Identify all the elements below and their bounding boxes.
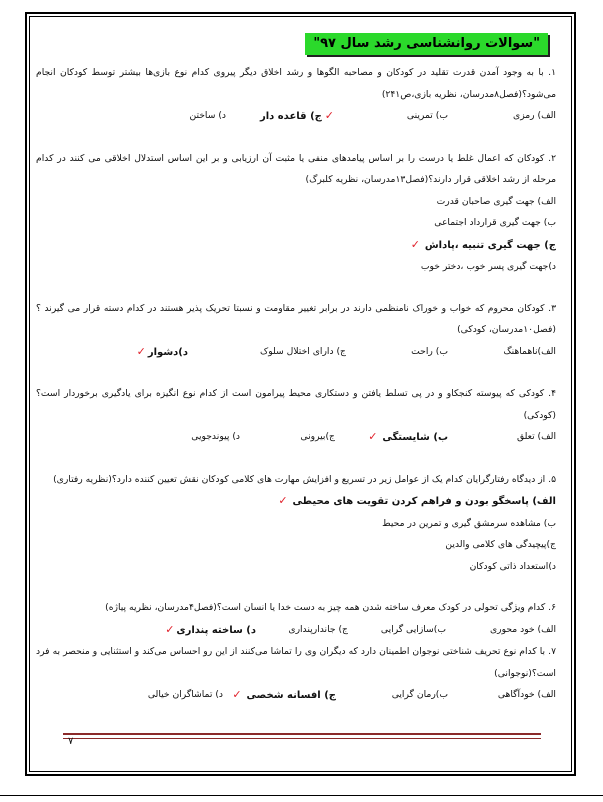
- check-icon: ✓: [278, 494, 288, 507]
- option-c-answer: ج) افسانه شخصی: [246, 690, 336, 701]
- option-d: د) ساختن: [189, 110, 226, 121]
- option-b: ب) تمرینی: [406, 110, 448, 121]
- option-d: د) تماشاگران خیالی: [147, 689, 223, 700]
- question-5: [36, 469, 556, 578]
- option-a-answer: الف) پاسخگو بودن و فراهم کردن تقویت های محیطی: [292, 496, 556, 507]
- option-c: ج)بیرونی: [300, 431, 335, 442]
- option-d-answer: د) ساخته پنداری: [176, 624, 256, 636]
- question-text: ۱. با به وجود آمدن قدرت تقلید در کودکان و مصاحبه الگوها و رشد اخلاق دیگر پیروی کدام نوع بازی‌ها بیشتر توسط کودکان انجام می‌شود؟(فصل۸مدرسان، نظریه بازی،ص۲۴۱): [36, 67, 556, 100]
- option-d: د) پیوندجویی: [191, 431, 240, 442]
- option-b: ب)رمان گرایی: [391, 689, 448, 700]
- option-b: ب) مشاهده سرمشق گیری و تمرین در محیط: [382, 517, 556, 529]
- options-row: [36, 105, 556, 128]
- option-a: الف) رمزی: [513, 110, 556, 121]
- question-text: ۵. از دیدگاه رفتارگرایان کدام یک از عوامل زیر در تسریع و افزایش مهارت های کلامی کودکان نقش تعیین کننده دارد؟(نظریه رفتاری): [53, 473, 556, 485]
- question-text: ۴. کودکی که پیوسته کنجکاو و در پی تسلط یافتن و دستکاری محیط پیرامون است از کدام نوع انگیزه برای یادگیری برخوردار است؟(کودکی): [36, 388, 556, 421]
- check-icon: ✓: [368, 430, 378, 443]
- option-a: الف) خود محوری: [489, 623, 556, 635]
- question-3: [36, 298, 556, 364]
- option-c-answer: ج) قاعده دار: [259, 111, 322, 122]
- option-a: الف)ناهماهنگ: [503, 345, 556, 357]
- option-c: ج) دارای اختلال سلوک: [260, 345, 346, 357]
- option-d-answer: د)دشوار: [147, 346, 188, 358]
- page-bottom-edge: [0, 795, 603, 796]
- page-title: "سوالات روانشناسی رشد سال ۹۷": [305, 33, 548, 55]
- option-c: ج)پیچیدگی های کلامی والدین: [445, 539, 556, 550]
- check-icon: ✓: [136, 344, 146, 358]
- question-4: [36, 383, 556, 449]
- question-text: ۲. کودکان که اعمال غلط یا درست را بر اساس پیامدهای منفی یا مثبت آن ارزیابی و بر این اساس استدلال اخلاقی می کنند در کدام مرحله از رشد اخلاقی قرار دارند؟(فصل۱۳مدرسان، نظریه کلبرگ): [36, 152, 556, 185]
- question-text: ۳. کودکان محروم که خواب و خوراک نامنظمی دارند در برابر تغییر مقاومت و نسبتا تحریک پذیر هستند در کدام دسته قرار می گیرند ؟(فصل۱۰مدرسان، کودکی): [36, 302, 556, 335]
- footer-divider: [63, 733, 541, 739]
- question-7: [36, 641, 556, 707]
- document-body: [36, 30, 556, 707]
- question-text: ۷. با کدام نوع تحریف شناختی نوجوان اطمینان دارد که دیگران وی را تماشا می‌کنند از این رو احساس می‌کند و استثنایی و منحصر به فرد است؟(نوجوانی): [36, 646, 556, 679]
- options-row: [36, 684, 556, 707]
- check-icon: ✓: [324, 109, 334, 122]
- option-b: ب) راحت: [411, 345, 448, 357]
- question-6: [36, 597, 556, 641]
- option-c-answer: ج) جهت گیری تنبیه ،پاداش: [424, 239, 556, 251]
- option-c: ج) جاندارپنداری: [288, 623, 348, 635]
- question-2: [36, 148, 556, 278]
- option-a: الف) جهت گیری صاحبان قدرت: [436, 195, 556, 207]
- options-row: [36, 619, 556, 642]
- page-number: ۷: [68, 736, 74, 747]
- options-row: [36, 341, 556, 364]
- check-icon: ✓: [410, 237, 420, 251]
- option-a: الف) تعلق: [516, 431, 556, 442]
- check-icon: ✓: [232, 688, 242, 701]
- option-b: ب) جهت گیری قرارداد اجتماعی: [434, 217, 556, 228]
- option-b-answer: ب) شایستگی: [382, 432, 448, 443]
- options-row: [36, 426, 556, 449]
- question-1: [36, 62, 556, 128]
- option-a: الف) خودآگاهی: [497, 689, 556, 700]
- option-d: د)جهت گیری پسر خوب ،دختر خوب: [420, 261, 556, 272]
- question-text: ۶. کدام ویژگی تحولی در کودک معرف ساخته شدن همه چیز به دست خدا یا انسان است؟(فصل۴مدرسان، نظریه پیاژه): [105, 602, 556, 613]
- check-icon: ✓: [165, 622, 175, 636]
- option-b: ب)سازایی گرایی: [380, 623, 446, 635]
- option-d: د)استعداد ذاتی کودکان: [469, 560, 556, 572]
